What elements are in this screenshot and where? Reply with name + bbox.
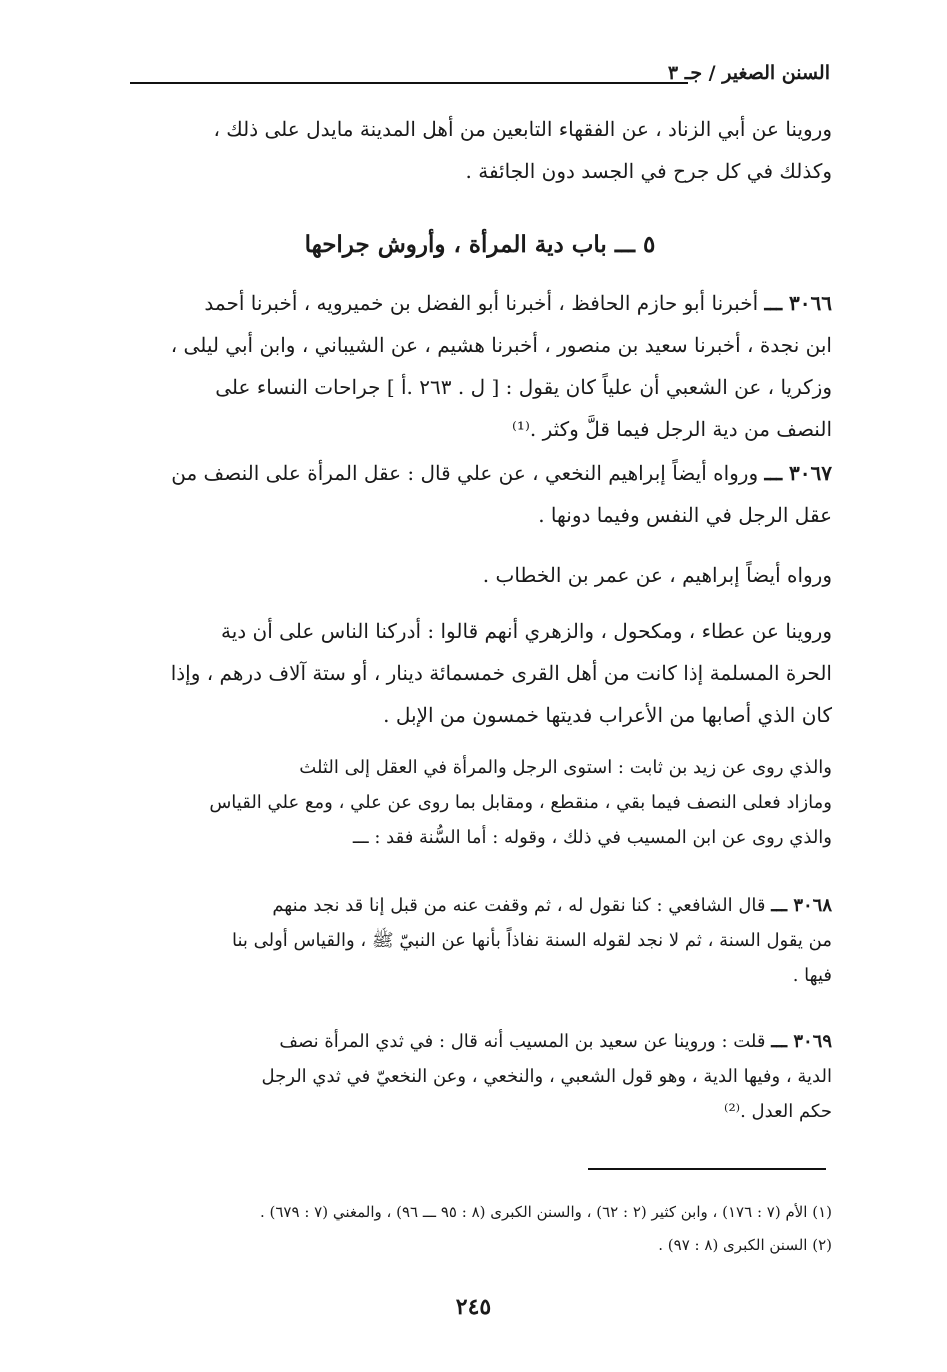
hadith-3068 [128,888,832,993]
hadith-text: قال الشافعي : كنا نقول له ، ثم وقفت عنه من قبل إنا قد نجد منهم [272,895,766,916]
hadith-3069 [128,1024,832,1129]
text-line: ورواه أيضاً إبراهيم ، عن عمر بن الخطاب . [482,563,832,587]
text-line: والذي روى عن زيد بن ثابت : استوى الرجل والمرأة في العقل إلى الثلث [299,757,832,778]
text-line: ابن نجدة ، أخبرنا سعيد بن منصور ، أخبرنا هشيم ، عن الشيباني ، وابن أبي ليلى ، [170,333,832,357]
text-line: وروينا عن أبي الزناد ، عن الفقهاء التابعين من أهل المدينة مايدل على ذلك ، [213,117,832,141]
chapter-title: ٥ ـــ باب دية المرأة ، وأروش جراحها [304,231,656,258]
page-number: ٢٤٥ [455,1294,492,1320]
text-line: والذي روى عن ابن المسيب في ذلك ، وقوله : أما السُّنة فقد : ـــ [352,827,832,848]
text-line: الدية ، وفيها الدية ، وهو قول الشعبي ، والنخعي ، وعن النخعيّ في ثدي الرجل [261,1066,832,1087]
text-line: حكم العدل .⁽²⁾ [724,1101,832,1122]
footnote: (١) الأم (٧ : ١٧٦) ، وابن كثير (٢ : ٦٢) ، والسنن الكبرى (٨ : ٩٥ ـــ ٩٦) ، والمغني (٧ : ٦٧٩) . [259,1203,832,1221]
text-line: وروينا عن عطاء ، ومكحول ، والزهري أنهم قالوا : أدركنا الناس على أن دية [220,619,832,643]
footnotes [128,1196,832,1262]
hadith-number: ٣٠٦٦ ـــ [764,291,832,315]
text-line [128,1024,832,1059]
hadith-number: ٣٠٦٩ ـــ [771,1031,832,1052]
text-line: وكذلك في كل جرح في الجسد دون الجائفة . [465,159,832,183]
text-line: فيها . [792,965,832,986]
text-line: وزكريا ، عن الشعبي أن علياً كان يقول : [ ل . ٢٦٣ .أ ] جراحات النساء على [215,375,832,399]
text-line: من يقول السنة ، ثم لا نجد لقوله السنة نفاذاً بأنها عن النبيّ ﷺ ، والقياس أولى بنا [231,930,832,951]
text-line: الحرة المسلمة إذا كانت من أهل القرى خمسمائة دينار ، أو ستة آلاف درهم ، وإذا [170,661,832,685]
paragraph-ibrahim [128,554,832,596]
intro-paragraph [128,108,832,192]
text-line [128,452,832,494]
text-line [128,282,832,324]
text-line: النصف من دية الرجل فيما قلَّ وكثر .⁽¹⁾ [512,417,832,441]
hadith-3067 [128,452,832,536]
hadith-number: ٣٠٦٧ ـــ [764,461,832,485]
hadith-3066 [128,282,832,450]
text-line: عقل الرجل في النفس وفيما دونها . [538,503,832,527]
header-rule [130,82,688,84]
paragraph-zayd [128,750,832,855]
running-header: السنن الصغير / جـ ٣ [667,62,830,84]
footnote: (٢) السنن الكبرى (٨ : ٩٧) . [658,1236,832,1254]
text-line: كان الذي أصابها من الأعراب فديتها خمسون من الإبل . [383,703,832,727]
hadith-number: ٣٠٦٨ ـــ [771,895,832,916]
footnote-rule [588,1168,826,1170]
hadith-text: قلت : وروينا عن سعيد بن المسيب أنه قال : في ثدي المرأة نصف [279,1031,766,1052]
hadith-text: أخبرنا أبو حازم الحافظ ، أخبرنا أبو الفضل بن خميرويه ، أخبرنا أحمد [204,291,759,315]
text-line [128,888,832,923]
hadith-text: ورواه أيضاً إبراهيم النخعي ، عن علي قال : عقل المرأة على النصف من [171,461,759,485]
paragraph-ata [128,610,832,736]
text-line: ومازاد فعلى النصف فيما بقي ، منقطع ، ومقابل بما روى عن علي ، ومع علي القياس [209,792,832,813]
